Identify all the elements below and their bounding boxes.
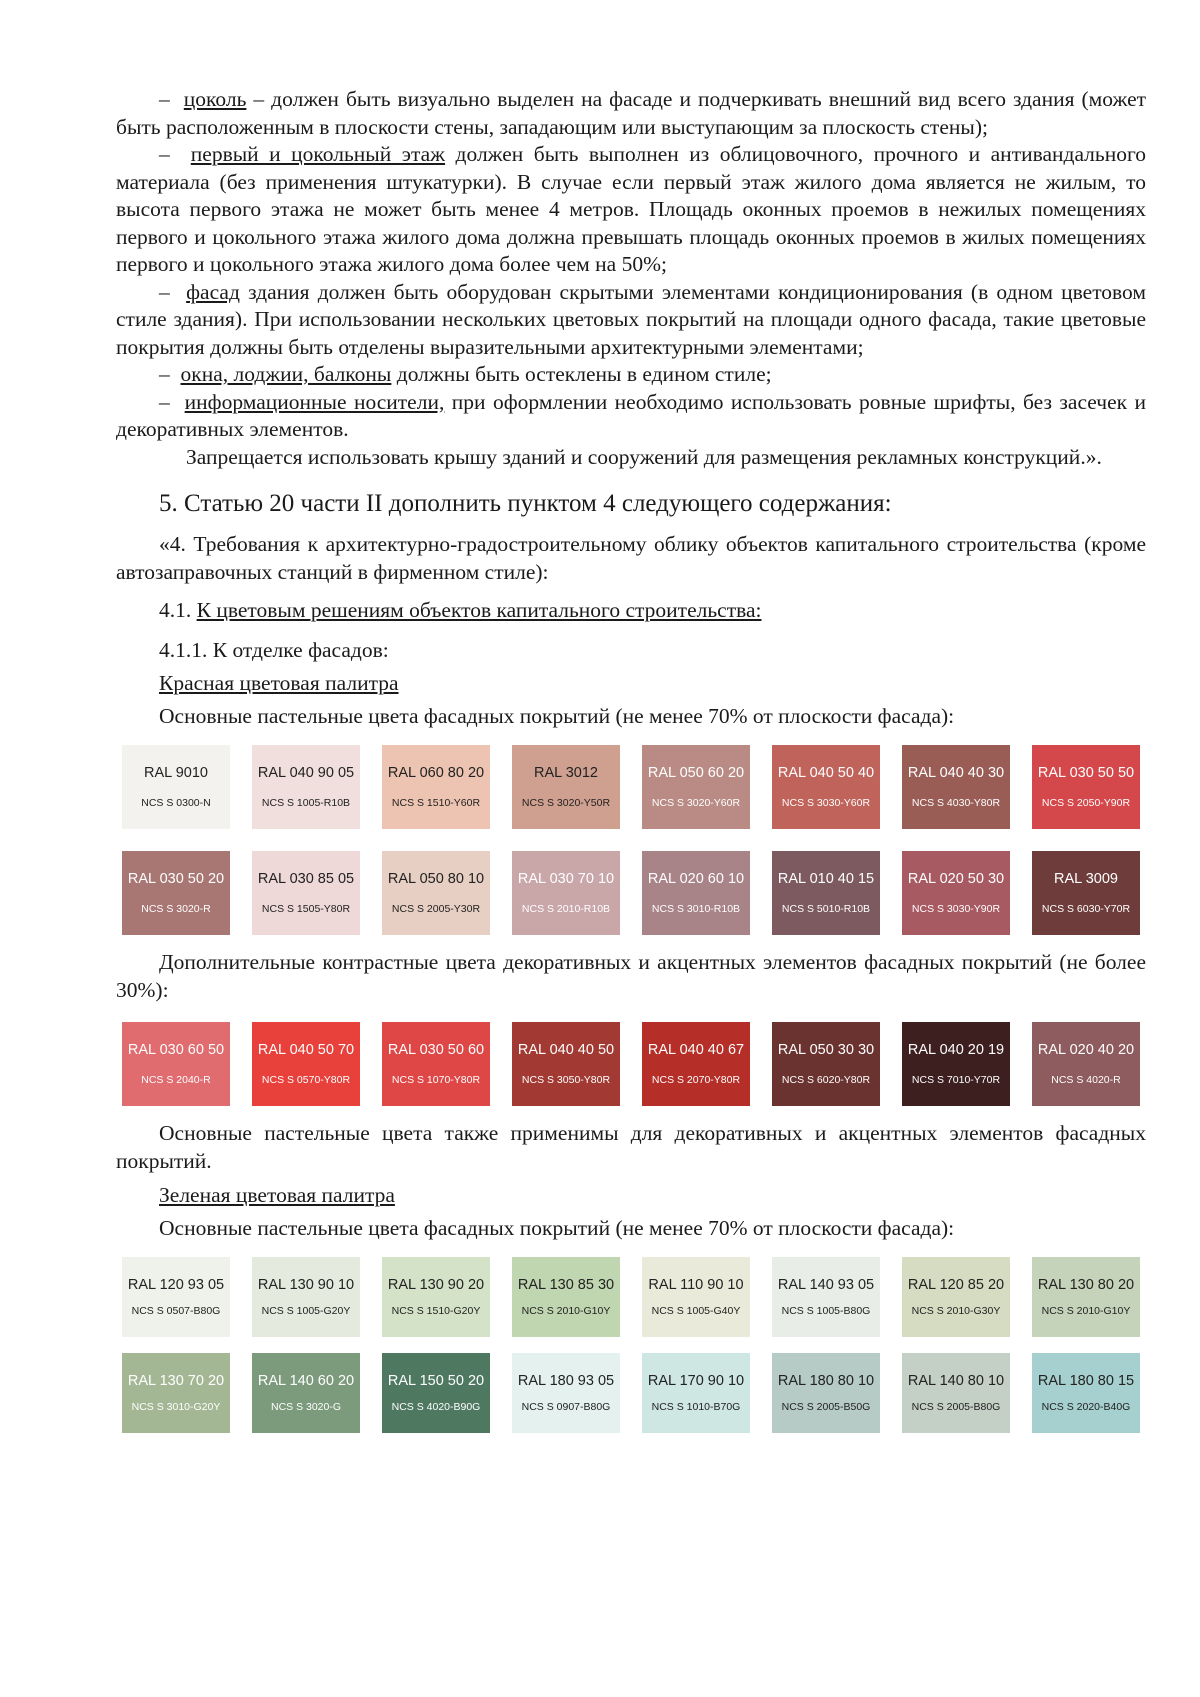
green-main-swatches-row-1: [122, 1257, 1146, 1337]
color-swatch: [512, 1022, 620, 1106]
swatch-ral-code: RAL 140 80 10: [907, 1373, 1005, 1389]
color-swatch: [902, 1353, 1010, 1433]
swatch-ral-code: RAL 130 90 10: [257, 1277, 355, 1293]
swatch-ral-code: RAL 120 93 05: [127, 1277, 225, 1293]
swatch-ral-code: RAL 130 80 20: [1037, 1277, 1135, 1293]
color-swatch: [642, 851, 750, 935]
swatch-ncs-code: NCS S 2010-G10Y: [1041, 1305, 1131, 1317]
swatch-ral-code: RAL 040 40 50: [517, 1042, 615, 1058]
swatch-ral-code: RAL 140 93 05: [777, 1277, 875, 1293]
swatch-ral-code: RAL 170 90 10: [647, 1373, 745, 1389]
color-swatch: [1032, 1022, 1140, 1106]
color-swatch: [772, 851, 880, 935]
swatch-ncs-code: NCS S 2070-Y80R: [651, 1074, 741, 1086]
swatch-ral-code: RAL 140 60 20: [257, 1373, 355, 1389]
swatch-ncs-code: NCS S 1005-B80G: [781, 1305, 871, 1317]
swatch-ncs-code: NCS S 1510-Y60R: [391, 797, 481, 809]
swatch-ncs-code: NCS S 6020-Y80R: [781, 1074, 871, 1086]
color-swatch: [122, 1353, 230, 1433]
color-swatch: [642, 1022, 750, 1106]
swatch-ral-code: RAL 130 85 30: [517, 1277, 615, 1293]
swatch-ral-code: RAL 030 50 50: [1037, 765, 1135, 781]
swatch-ral-code: RAL 180 80 10: [777, 1373, 875, 1389]
item-title: К цветовым решениям объектов капитального строительства:: [196, 598, 762, 622]
swatch-ral-code: RAL 180 80 15: [1037, 1373, 1135, 1389]
swatch-ral-code: RAL 030 85 05: [257, 871, 355, 887]
swatch-ral-code: RAL 3012: [534, 765, 598, 781]
swatch-ncs-code: NCS S 2020-B40G: [1041, 1401, 1131, 1413]
swatch-ral-code: RAL 050 80 10: [387, 871, 485, 887]
swatch-ral-code: RAL 040 40 30: [907, 765, 1005, 781]
swatch-ncs-code: NCS S 3020-R: [141, 903, 211, 915]
color-swatch: [902, 851, 1010, 935]
red-palette-title: Красная цветовая палитра: [159, 671, 399, 695]
color-swatch: [772, 1022, 880, 1106]
color-swatch: [122, 1022, 230, 1106]
color-swatch: [642, 745, 750, 829]
swatch-ncs-code: NCS S 3050-Y80R: [521, 1074, 611, 1086]
swatch-ncs-code: NCS S 2005-Y30R: [391, 903, 481, 915]
pastel-note: Основные пастельные цвета также применимы для декоративных и акцентных элементов фасадных покрытий.: [116, 1121, 1146, 1173]
color-swatch: [1032, 851, 1140, 935]
paragraph-plinth: – цоколь – должен быть визуально выделен на фасаде и подчеркивать внешний вид всего здания (может быть расположенным в плоскости стены, западающим или выступающим за плоскость стены);: [116, 87, 1147, 139]
swatch-ncs-code: NCS S 2010-R10B: [521, 903, 611, 915]
swatch-ral-code: RAL 050 60 20: [647, 765, 745, 781]
color-swatch: [382, 851, 490, 935]
swatch-ral-code: RAL 130 70 20: [127, 1373, 225, 1389]
swatch-ncs-code: NCS S 4030-Y80R: [911, 797, 1001, 809]
swatch-ral-code: RAL 040 90 05: [257, 765, 355, 781]
term-facade: фасад: [186, 279, 240, 304]
color-swatch: [382, 1353, 490, 1433]
swatch-ral-code: RAL 050 30 30: [777, 1042, 875, 1058]
swatch-ncs-code: NCS S 2005-B50G: [781, 1401, 871, 1413]
swatch-ral-code: RAL 040 50 70: [257, 1042, 355, 1058]
color-swatch: [122, 1257, 230, 1337]
color-swatch: [902, 1257, 1010, 1337]
color-swatch: [512, 851, 620, 935]
swatch-ral-code: RAL 030 60 50: [127, 1042, 225, 1058]
color-swatch: [512, 1353, 620, 1433]
color-swatch: [902, 745, 1010, 829]
swatch-ncs-code: NCS S 0907-B80G: [521, 1401, 611, 1413]
swatch-ncs-code: NCS S 4020-B90G: [391, 1401, 481, 1413]
green-main-swatches-row-2: [122, 1353, 1146, 1433]
swatch-ncs-code: NCS S 2040-R: [141, 1074, 211, 1086]
color-swatch: [382, 1257, 490, 1337]
item-number: 4.1.: [159, 598, 197, 622]
swatch-ncs-code: NCS S 3030-Y60R: [781, 797, 871, 809]
swatch-ncs-code: NCS S 2010-G10Y: [521, 1305, 611, 1317]
swatch-ncs-code: NCS S 7010-Y70R: [911, 1074, 1001, 1086]
paragraph-text: – должен быть визуально выделен на фасаде и подчеркивать внешний вид всего здания (может быть расположенным в плоскости стены, западающим или выступающим за плоскость стены);: [116, 87, 1147, 139]
swatch-ral-code: RAL 030 50 20: [127, 871, 225, 887]
swatch-ncs-code: NCS S 4020-R: [1051, 1074, 1121, 1086]
swatch-ral-code: RAL 020 40 20: [1037, 1042, 1135, 1058]
color-swatch: [772, 1353, 880, 1433]
swatch-ral-code: RAL 010 40 15: [777, 871, 875, 887]
paragraph-text: здания должен быть оборудован скрытыми элементами кондиционирования (в одном цветовом стиле здания). При использовании нескольких цветовых покрытий на площади одного фасада, такие цветовые покрытия должны быть отделены выразительными архитектурными элементами;: [116, 279, 1147, 359]
swatch-ncs-code: NCS S 2010-G30Y: [911, 1305, 1001, 1317]
swatch-ral-code: RAL 150 50 20: [387, 1373, 485, 1389]
swatch-ncs-code: NCS S 0507-B80G: [131, 1305, 221, 1317]
red-main-caption: Основные пастельные цвета фасадных покрытий (не менее 70% от плоскости фасада):: [159, 704, 955, 728]
swatch-ncs-code: NCS S 1010-B70G: [651, 1401, 741, 1413]
term-windows: окна, лоджии, балконы: [180, 362, 392, 386]
red-main-swatches-row-2: [122, 851, 1146, 935]
paragraph-windows: – окна, лоджии, балконы должны быть остеклены в едином стиле;: [159, 362, 772, 386]
section-heading-5: 5. Статью 20 части II дополнить пунктом 4 следующего содержания:: [159, 490, 892, 517]
swatch-ncs-code: NCS S 1510-G20Y: [391, 1305, 481, 1317]
color-swatch: [1032, 1257, 1140, 1337]
swatch-ncs-code: NCS S 1005-G20Y: [261, 1305, 351, 1317]
term-info-media: информационные носители,: [184, 389, 445, 414]
paragraph-text: должны быть остеклены в едином стиле;: [391, 362, 772, 386]
color-swatch: [252, 1353, 360, 1433]
swatch-ral-code: RAL 180 93 05: [517, 1373, 615, 1389]
paragraph-roof-ban: Запрещается использовать крышу зданий и сооружений для размещения рекламных конструкций.».: [186, 444, 1102, 469]
color-swatch: [122, 745, 230, 829]
swatch-ral-code: RAL 030 50 60: [387, 1042, 485, 1058]
swatch-ral-code: RAL 3009: [1054, 871, 1118, 887]
red-contrast-caption: Дополнительные контрастные цвета декоративных и акцентных элементов фасадных покрытий (не более 30%):: [116, 950, 1146, 1002]
color-swatch: [252, 851, 360, 935]
swatch-ral-code: RAL 110 90 10: [648, 1277, 744, 1293]
swatch-ncs-code: NCS S 1005-R10B: [261, 797, 351, 809]
swatch-ncs-code: NCS S 3010-G20Y: [131, 1401, 221, 1413]
color-swatch: [512, 1257, 620, 1337]
term-plinth: цоколь: [183, 87, 247, 111]
red-main-swatches-row-1: [122, 745, 1146, 829]
item-4-1-1: 4.1.1. К отделке фасадов:: [159, 638, 389, 662]
term-ground-floor: первый и цокольный этаж: [190, 142, 446, 166]
color-swatch: [512, 745, 620, 829]
document-page: [116, 86, 1146, 1433]
swatch-ral-code: RAL 040 50 40: [777, 765, 875, 781]
swatch-ncs-code: NCS S 5010-R10B: [781, 903, 871, 915]
swatch-ral-code: RAL 060 80 20: [387, 765, 485, 781]
swatch-ral-code: RAL 030 70 10: [517, 871, 615, 887]
swatch-ncs-code: NCS S 0300-N: [141, 797, 211, 809]
color-swatch: [642, 1353, 750, 1433]
color-swatch: [252, 1257, 360, 1337]
color-swatch: [252, 745, 360, 829]
swatch-ral-code: RAL 020 50 30: [907, 871, 1005, 887]
swatch-ncs-code: NCS S 1070-Y80R: [391, 1074, 481, 1086]
paragraph-requirements: «4. Требования к архитектурно-градостроительному облику объектов капитального строительства (кроме автозаправочных станций в фирменном стиле):: [116, 532, 1146, 584]
swatch-ncs-code: NCS S 3020-Y50R: [521, 797, 611, 809]
paragraph-text: при оформлении необходимо использовать ровные шрифты, без засечек и декоративных элементов.: [116, 389, 1147, 441]
color-swatch: [772, 1257, 880, 1337]
swatch-ncs-code: NCS S 1005-G40Y: [651, 1305, 741, 1317]
red-contrast-swatches-row: [122, 1022, 1146, 1106]
swatch-ncs-code: NCS S 1505-Y80R: [261, 903, 351, 915]
item-4-1: [159, 596, 1146, 624]
color-swatch: [252, 1022, 360, 1106]
paragraph-info-media: – информационные носители, при оформлении необходимо использовать ровные шрифты, без засечек и декоративных элементов.: [116, 389, 1147, 441]
color-swatch: [642, 1257, 750, 1337]
swatch-ncs-code: NCS S 0570-Y80R: [261, 1074, 351, 1086]
color-swatch: [382, 745, 490, 829]
swatch-ral-code: RAL 130 90 20: [387, 1277, 485, 1293]
swatch-ral-code: RAL 120 85 20: [907, 1277, 1005, 1293]
swatch-ncs-code: NCS S 6030-Y70R: [1041, 903, 1131, 915]
swatch-ncs-code: NCS S 3010-R10B: [651, 903, 741, 915]
swatch-ral-code: RAL 020 60 10: [647, 871, 745, 887]
swatch-ral-code: RAL 9010: [144, 765, 208, 781]
color-swatch: [1032, 1353, 1140, 1433]
paragraph-facade: – фасад здания должен быть оборудован скрытыми элементами кондиционирования (в одном цветовом стиле здания). При использовании нескольких цветовых покрытий на площади одного фасада, такие цветовые покрытия должны быть отделены выразительными архитектурными элементами;: [116, 279, 1147, 359]
swatch-ncs-code: NCS S 3020-G: [270, 1401, 342, 1413]
swatch-ncs-code: NCS S 3030-Y90R: [911, 903, 1001, 915]
swatch-ncs-code: NCS S 2050-Y90R: [1041, 797, 1131, 809]
paragraph-text: должен быть выполнен из облицовочного, прочного и антивандального материала (без применения штукатурки). В случае если первый этаж жилого дома является не жилым, то высота первого этажа не может быть менее 4 метров. Площадь оконных проемов в нежилых помещениях первого и цокольного этажа жилого дома должна превышать площадь оконных проемов в жилых помещениях первого и цокольного этажа жилого дома более чем на 50%;: [116, 142, 1147, 276]
color-swatch: [772, 745, 880, 829]
swatch-ral-code: RAL 040 20 19: [907, 1042, 1005, 1058]
green-main-caption: Основные пастельные цвета фасадных покрытий (не менее 70% от плоскости фасада):: [159, 1216, 955, 1240]
color-swatch: [902, 1022, 1010, 1106]
swatch-ncs-code: NCS S 2005-B80G: [911, 1401, 1001, 1413]
color-swatch: [382, 1022, 490, 1106]
color-swatch: [122, 851, 230, 935]
color-swatch: [1032, 745, 1140, 829]
swatch-ncs-code: NCS S 3020-Y60R: [651, 797, 741, 809]
swatch-ral-code: RAL 040 40 67: [647, 1042, 745, 1058]
paragraph-ground-floor: – первый и цокольный этаж должен быть выполнен из облицовочного, прочного и антивандального материала (без применения штукатурки). В случае если первый этаж жилого дома является не жилым, то высота первого этажа не может быть менее 4 метров. Площадь оконных проемов в нежилых помещениях первого и цокольного этажа жилого дома должна превышать площадь оконных проемов в жилых помещениях первого и цокольного этажа жилого дома более чем на 50%;: [116, 142, 1147, 276]
green-palette-title: Зеленая цветовая палитра: [159, 1183, 395, 1207]
